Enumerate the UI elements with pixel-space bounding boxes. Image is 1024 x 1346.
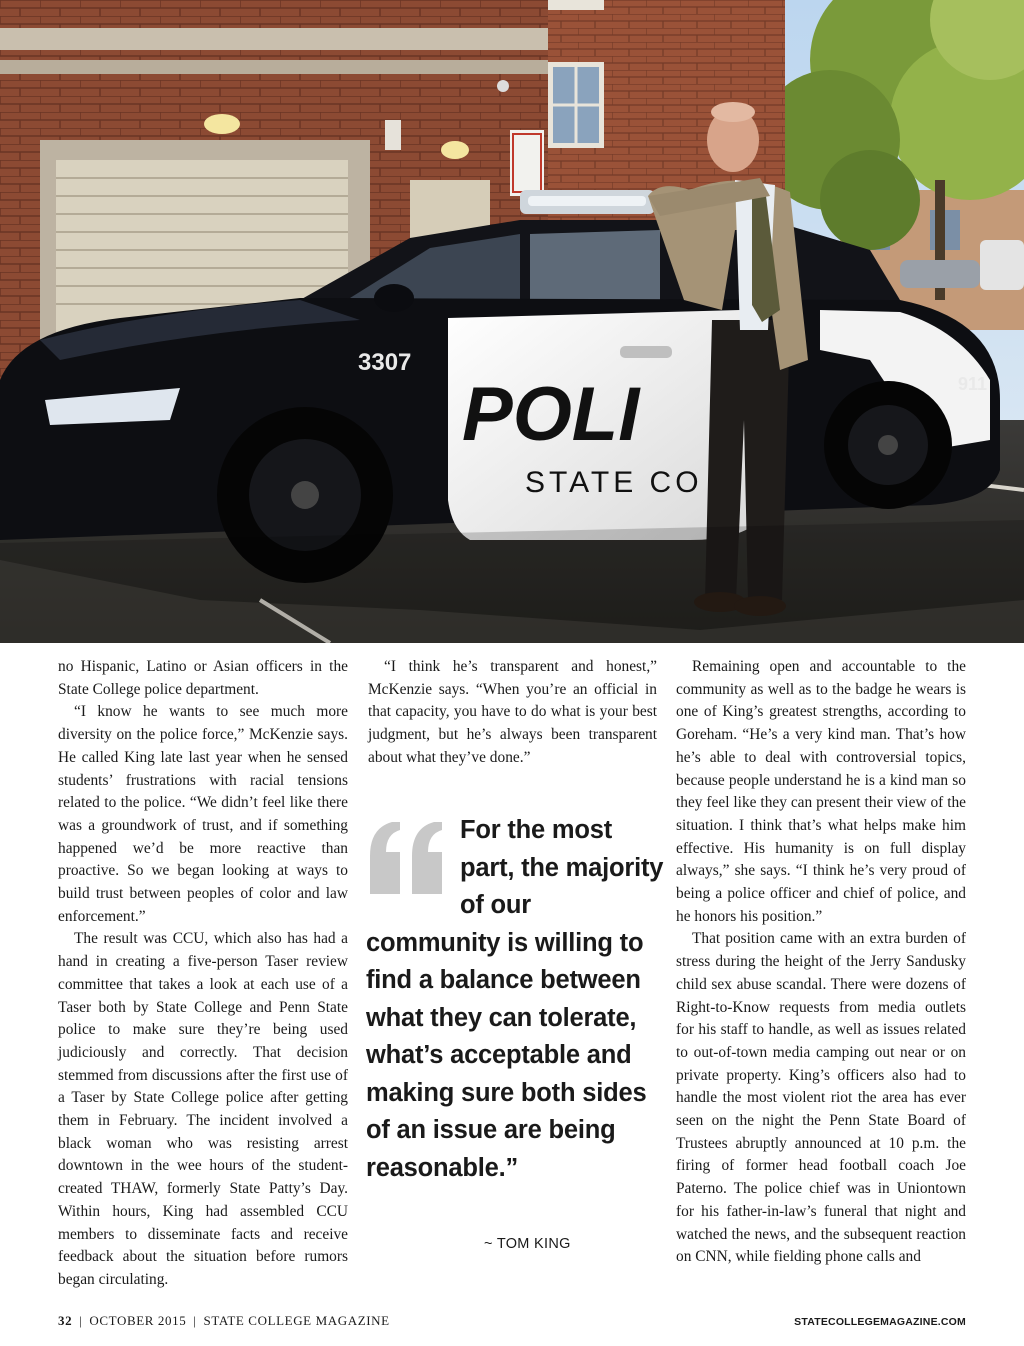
quote-mark-icon [366, 822, 448, 894]
paragraph: The result was CCU, which also has had a hand in creating a five-person Taser review committee that takes a look at each use of a Taser both by State College and Penn State police to make sure they’re being used judiciously and correctly. That decision stemmed from discussions after the first use of a Taser by State College police after getting them in February. The incident involved a black woman who was resisting arrest downtown in the wee hours of the student-created THAW, formerly State Patty’s Day. Within hours, King had assembled CCU members to disseminate facts and receive feedback about the situation before rumors began circulating. [58, 930, 348, 1288]
rear-number: 911 [958, 374, 988, 394]
paragraph: no Hispanic, Latino or Asian officers in the State College police department. [58, 658, 348, 698]
divider: | [193, 1313, 197, 1328]
pull-quote-text: For the most part, the majority of our community is willing to find a balance between what they can tolerate, what’s acceptable and making sure both sides of an issue are being reasonable.” [366, 816, 664, 1182]
magazine-name: STATE COLLEGE MAGAZINE [203, 1313, 390, 1328]
page-number: 32 [58, 1313, 73, 1328]
feature-photo [0, 0, 1024, 643]
article-column-3 [676, 656, 966, 1269]
car-door-text: POLI [462, 372, 640, 457]
police-car-photo [0, 0, 1024, 643]
page-footer [58, 1313, 390, 1329]
paragraph: That position came with an extra burden of stress during the height of the Jerry Sandusky child sex abuse scandal. There were dozens of Right-to-Know requests from media outlets for his staff to handle, as well as issues related to out-of-town media camping out near or on private property. King’s officers also had to handle the most violent riot the area has ever seen on the night the Penn State Board of Trustees abruptly announced at 10 p.m. the firing of former head football coach Joe Paterno. The police chief was in Uniontown for his father-in-law’s funeral that night and watched the news, and the subsequent reaction on CNN, while fielding phone calls and [676, 930, 966, 1266]
article-column-1 [58, 656, 348, 1292]
paragraph: “I think he’s transparent and honest,” McKenzie says. “When you’re an official in that capacity, you have to do what is your best judgment, but he’s always been transparent about what they’ve done.” [368, 658, 657, 766]
paragraph: Remaining open and accountable to the community as well as to the badge he wears is one of King’s greatest strengths, according to Goreham. “He’s a very kind man. That’s how he’s able to deal with controversial topics, because people understand he is a kind man so they feel like they can present their view of the situation. I think that’s what helps make him effective. His humanity is on full display always,” she says. “I think he’s very proud of being a police officer and chief of police, and he honors his position.” [676, 658, 966, 925]
website-url: STATECOLLEGEMAGAZINE.COM [794, 1316, 966, 1328]
article-column-2 [368, 656, 657, 770]
pull-quote-attribution: ~ TOM KING [484, 1236, 571, 1252]
divider: | [79, 1313, 83, 1328]
issue-date: OCTOBER 2015 [89, 1313, 187, 1328]
paragraph: “I know he wants to see much more diversity on the police force,” McKenzie says. He called King late last year when he sensed students’ frustrations with racial tensions related to the police. “We didn’t feel like there was a groundwork of trust, and if something happened we’d be more reactive than proactive. So we began looking at ways to build trust between peoples of color and law enforcement.” [58, 703, 348, 925]
car-number: 3307 [358, 349, 412, 376]
car-door-subtext: STATE CO [525, 466, 703, 499]
pull-quote [366, 812, 666, 1187]
